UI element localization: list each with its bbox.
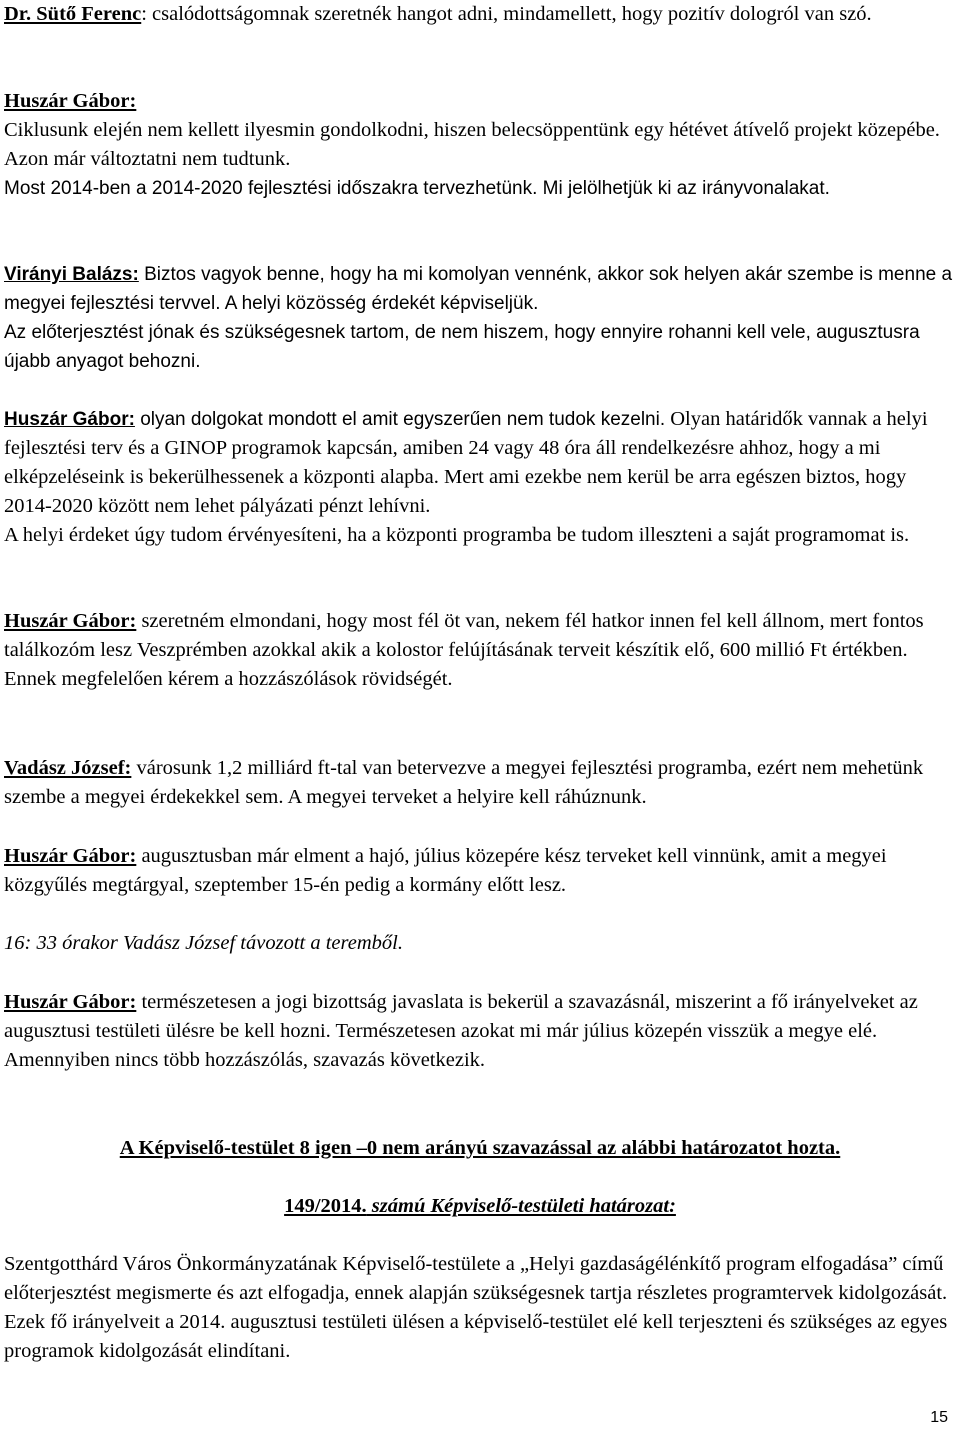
page-number: 15 [930,1409,948,1426]
paragraph-vadasz [4,754,956,812]
resolution-text: Szentgotthárd Város Önkormányzatának Képviselő-testülete a „Helyi gazdaságélénkítő program elfogadása” című előterjesztést megismerte és azt elfogadja, ennek alapján szükségesnek tartja részletes programtervek kidolgozását. Ezek fő irányelveit a 2014. augusztusi testületi ülésen a képviselő-testület elé kell terjeszteni és szükséges az egyes programok kidolgozását elindítani. [4,1253,948,1362]
speaker-name: Huszár Gábor: [4,90,137,112]
paragraph-text: A helyi érdeket úgy tudom érvényesíteni, ha a központi programba be tudom illeszteni a saját programomat is. [4,524,910,546]
paragraph-text: Biztos vagyok benne, hogy ha mi komolyan vennénk, akkor sok helyen akár szembe is menne a megyei fejlesztési tervvel. A helyi közösség érdekét képviseljük. [4,264,953,314]
paragraph-text: : csalódottságomnak szeretnék hangot adni, mindamellett, hogy pozitív dologról van szó. [141,3,872,25]
paragraph-text-sans: olyan dolgokat mondott el amit egyszerűen nem tudok kezelni. [134,409,666,430]
paragraph-huszar-4 [4,842,956,900]
paragraph-huszar-2 [4,405,956,550]
paragraph-huszar-1 [4,87,956,203]
paragraph-text: Az előterjesztést jónak és szükségesnek tartom, de nem hiszem, hogy ennyire rohanni kell vele, augusztusra újabb anyagot behozni. [4,322,920,372]
speaker-name: Huszár Gábor: [4,991,137,1013]
paragraph-huszar-5 [4,988,956,1075]
speaker-name: Huszár Gábor: [4,610,137,632]
resolution-title: számú Képviselő-testületi határozat: [366,1195,676,1217]
speaker-name: Huszár Gábor: [4,845,137,867]
paragraph-text: Olyan határidők vannak a helyi fejlesztési terv és a GINOP programok kapcsán, amiben 24 vagy 48 óra áll rendelkezésre ahhoz, hogy a mi elképzeléseink is bekerülhessenek a központi alapba. Mert ami ezekbe nem kerül be arra egészen biztos, hogy 2014-2020 között nem lehet pályázati pénzt lehívni. [4,408,928,517]
speaker-name: Vadász József: [4,757,132,779]
note-departure: 16: 33 órakor Vadász József távozott a teremből. [4,932,403,954]
paragraph-huszar-3 [4,607,956,694]
paragraph-sutő [4,0,956,29]
vote-result: A Képviselő-testület 8 igen –0 nem arányú szavazással az alábbi határozatot hozta. [119,1137,841,1159]
paragraph-text: augusztusban már elment a hajó, július közepére kész terveket kell vinnünk, amit a megyei közgyűlés megtárgyal, szeptember 15-én pedig a kormány előtt lesz. [4,845,887,896]
speaker-name: Virányi Balázs: [4,264,139,285]
resolution-number: 149/2014. [284,1195,367,1217]
speaker-name: Huszár Gábor: [4,409,135,430]
speaker-name: Dr. Sütő Ferenc [4,3,142,25]
paragraph-text-sans: Most 2014-ben a 2014-2020 fejlesztési időszakra tervezhetünk. Mi jelölhetjük ki az irányvonalakat. [4,178,830,199]
paragraph-viranyi [4,260,956,376]
paragraph-text: szeretném elmondani, hogy most fél öt van, nekem fél hatkor innen fel kell állnom, mert fontos találkozóm lesz Veszprémben azokkal akik a kolostor felújításának terveit készítik elő, 600 millió Ft értékben. Ennek megfelelően kérem a hozzászólások rövidségét. [4,610,924,690]
paragraph-text: Ciklusunk elején nem kellett ilyesmin gondolkodni, hiszen belecsöppentünk egy hétévet átívelő projekt közepébe. Azon már változtatni nem tudtunk. [4,119,940,170]
paragraph-text: természetesen a jogi bizottság javaslata is bekerül a szavazásnál, miszerint a fő irányelveket az augusztusi testületi ülésre be kell hozni. Természetesen azokat mi már július közepén visszük a megye elé. Amennyiben nincs több hozzászólás, szavazás következik. [4,991,918,1071]
resolution-heading [0,1192,960,1221]
paragraph-text: városunk 1,2 milliárd ft-tal van betervezve a megyei fejlesztési programba, ezért nem mehetünk szembe a megyei érdekekkel sem. A megyei terveket a helyire kell ráhúznunk. [4,757,924,808]
